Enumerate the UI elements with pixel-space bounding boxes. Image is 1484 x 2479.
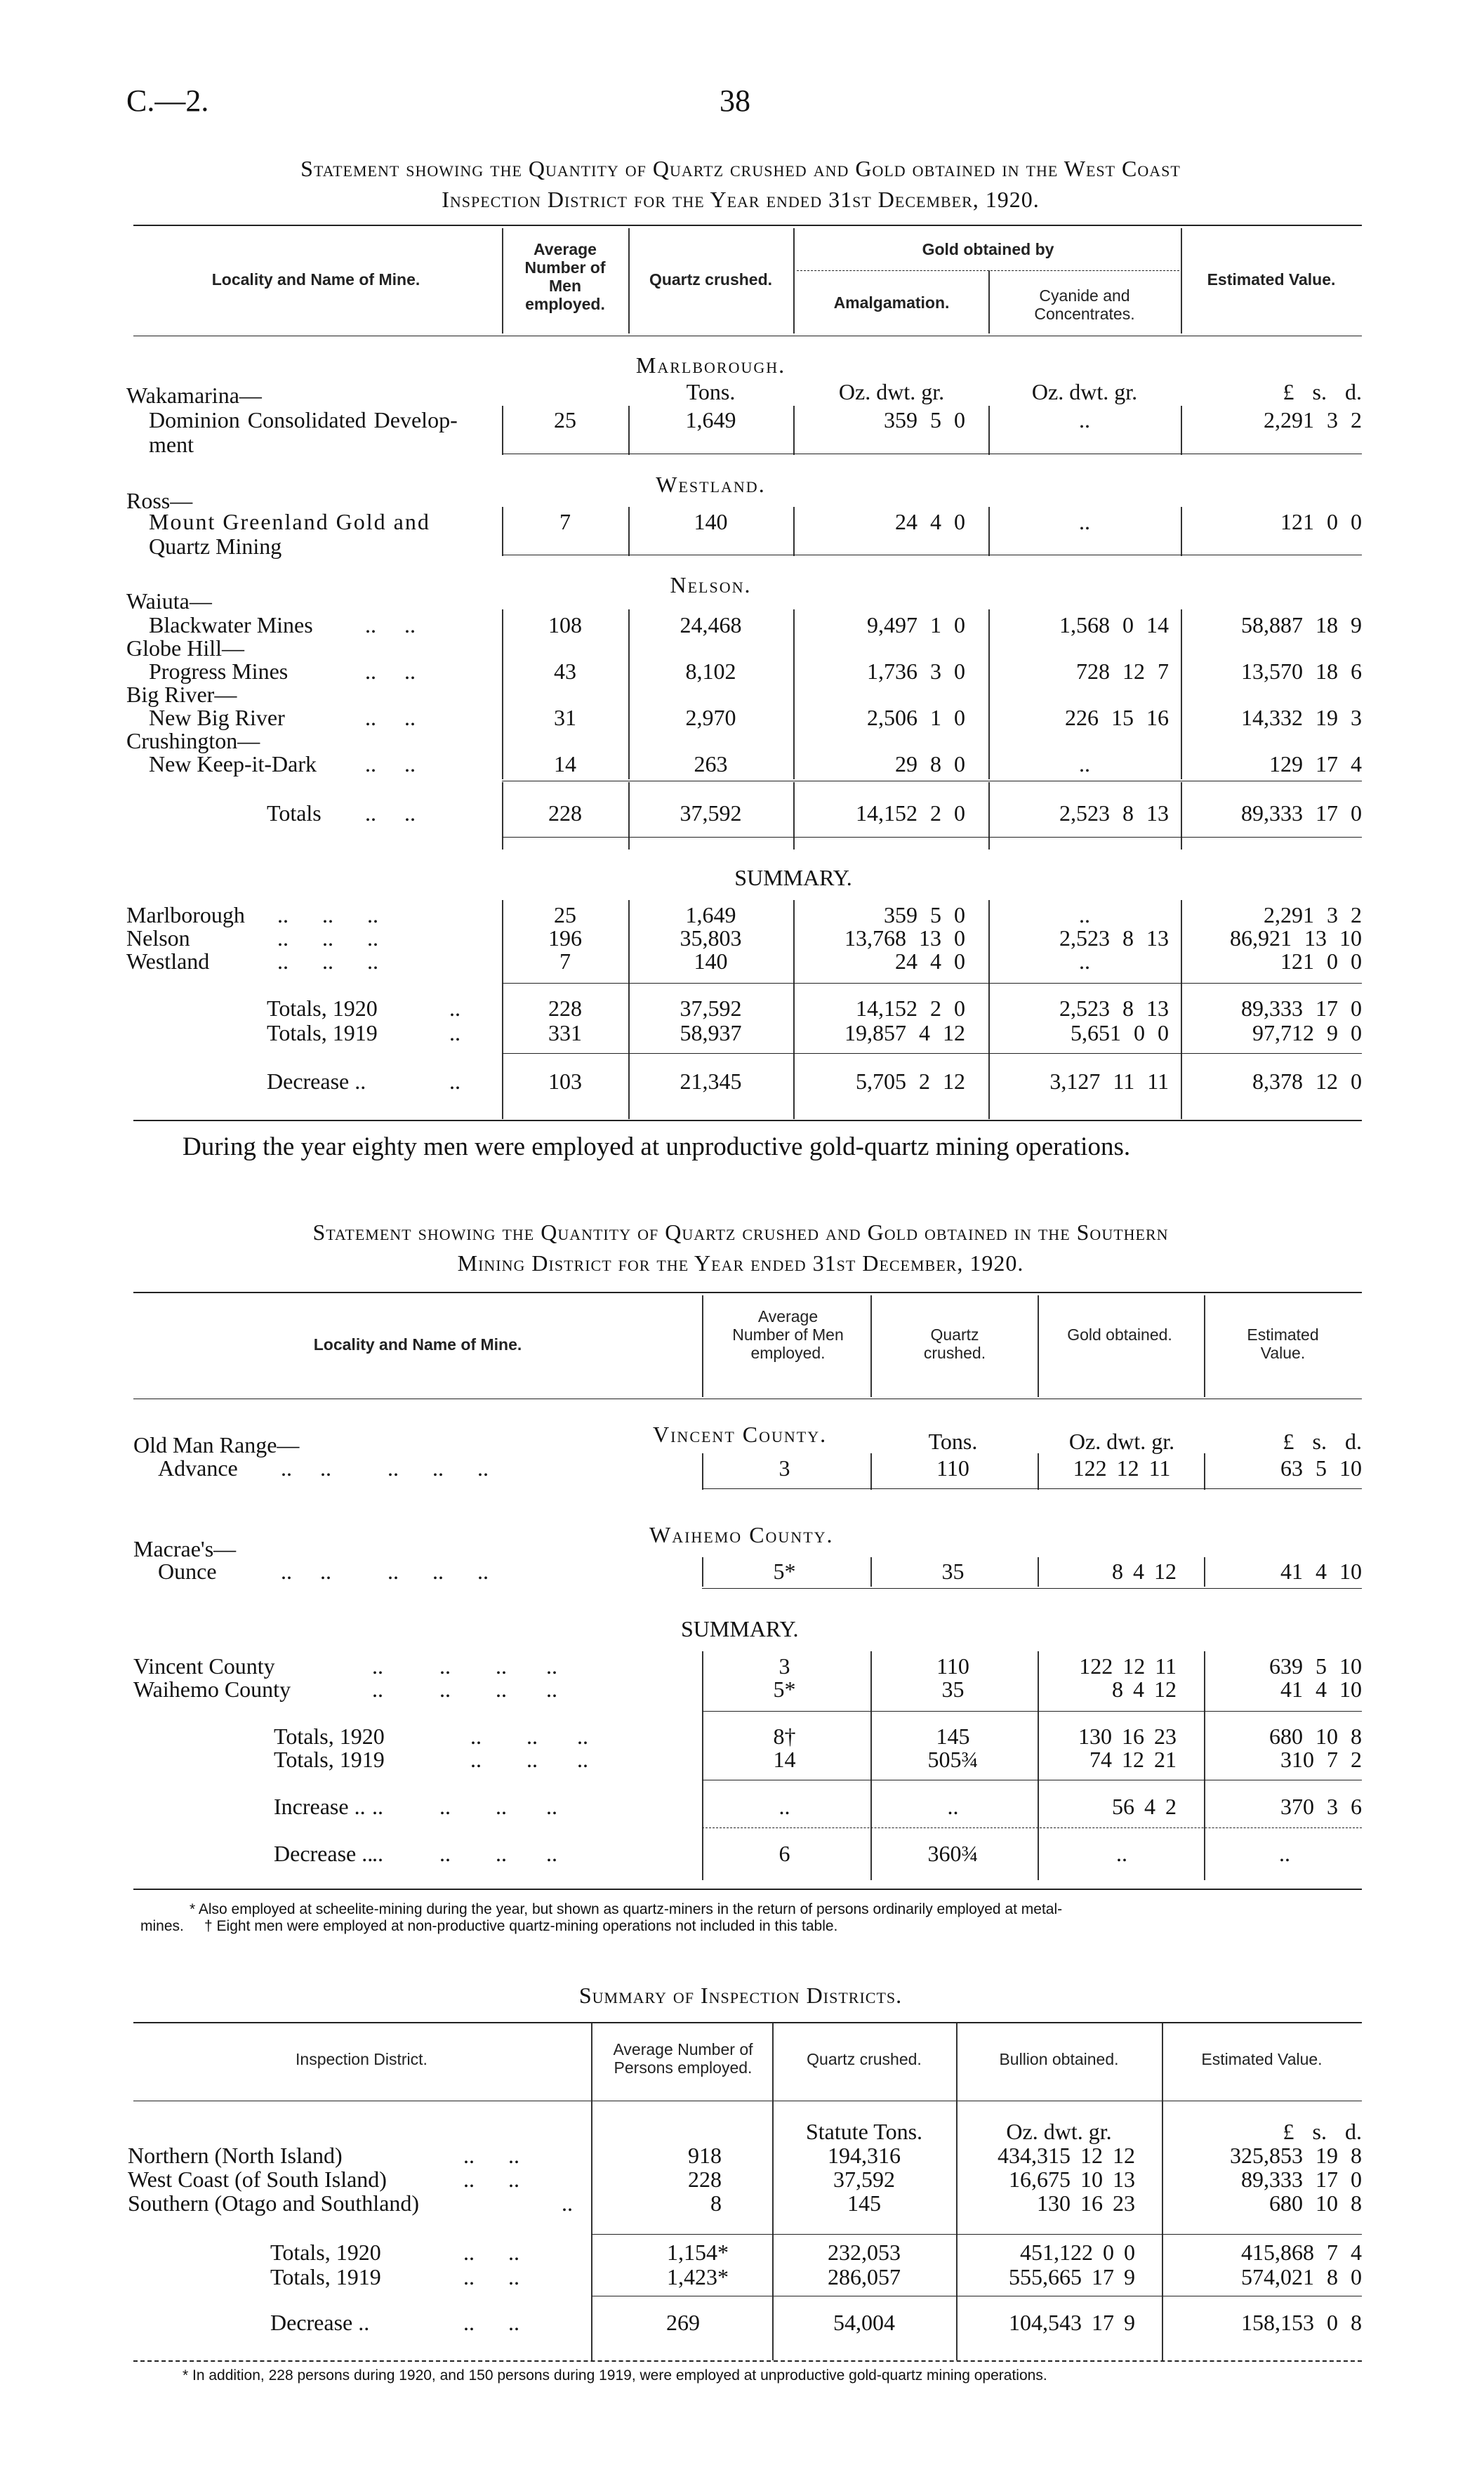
wc-nel-v0 <box>502 609 503 779</box>
so-col-value: Estimated Value. <box>1247 1326 1319 1362</box>
wc-bigriver-cyanide: 226 15 16 <box>1065 705 1169 730</box>
wc-tot-v3 <box>988 782 990 850</box>
so-t1920-leader: .. .. .. <box>470 1724 588 1749</box>
wc-blackwater-name: Blackwater Mines <box>149 612 313 637</box>
wc-decrease-quartz: 21,345 <box>680 1069 742 1094</box>
wc-nel-v4 <box>1181 609 1182 779</box>
so-t1920-gold: 130 16 23 <box>1078 1724 1177 1749</box>
so-section-vincent: Vincent County. <box>653 1422 828 1447</box>
so-increase-name: Increase .. <box>274 1794 366 1819</box>
wc-sum-v0 <box>502 900 503 1119</box>
so-summary-title: SUMMARY. <box>681 1616 799 1641</box>
wc-bigriver-quartz: 2,970 <box>685 705 736 730</box>
wc-keep-leader: .. .. <box>365 751 416 776</box>
di-decrease-quartz: 54,004 <box>833 2310 895 2335</box>
wc-dominion-men: 25 <box>554 407 576 432</box>
so-waihemo-gold: 8 4 12 <box>1112 1677 1177 1702</box>
so-vincent-men: 3 <box>779 1653 790 1679</box>
di-t1920-quartz: 232,053 <box>828 2240 901 2265</box>
so-unit-oz: Oz. dwt. gr. <box>1068 1429 1175 1454</box>
wc-unit-value: £ s. d. <box>1283 379 1362 404</box>
so-unit-value: £ s. d. <box>1283 1429 1362 1454</box>
wc-bigriver-label: Big River— <box>126 682 237 707</box>
wc-col-divider-4 <box>988 270 990 333</box>
so-adv-rule <box>702 1488 1362 1489</box>
wc-keep-quartz: 263 <box>694 751 728 776</box>
so-ounce-gold: 8 4 12 <box>1112 1559 1177 1584</box>
di-t1919-persons: 1,423* <box>667 2264 729 2289</box>
so-vincent-leader: .. .. .. .. <box>372 1653 557 1679</box>
wc-totals-cyanide: 2,523 8 13 <box>1059 800 1169 826</box>
di-col-persons: Average Number of Persons employed. <box>613 2040 753 2077</box>
so-col-divider-2 <box>870 1295 872 1397</box>
di-westcoast-bullion: 16,675 10 13 <box>1009 2167 1135 2192</box>
di-decrease-value: 158,153 0 8 <box>1241 2310 1362 2335</box>
so-t1919-men: 14 <box>773 1747 796 1772</box>
so-oun-v3 <box>1038 1557 1039 1587</box>
wc-sum-nelson-name: Nelson <box>126 925 190 951</box>
wc-sum-nelson-amalg: 13,768 13 0 <box>844 925 965 951</box>
wc-progress-value: 13,570 18 6 <box>1241 659 1362 684</box>
wc-dom-v3 <box>988 406 990 455</box>
wc-col-amalgamation: Amalgamation. <box>833 293 950 312</box>
west-coast-caption-line-1: Statement showing the Quantity of Quartz crushed and Gold obtained in the West Coast <box>300 156 1181 181</box>
wc-progress-leader: .. .. <box>365 659 416 684</box>
wc-sum-marl-leader: .. .. .. <box>277 902 378 927</box>
wc-sum-marl-value: 2,291 3 2 <box>1264 902 1362 927</box>
wc-nel-v3 <box>988 609 990 779</box>
di-westcoast-persons: 228 <box>688 2167 722 2192</box>
wc-col-divider-3 <box>793 228 795 333</box>
wc-blackwater-value: 58,887 18 9 <box>1241 612 1362 637</box>
so-sum-rule-3 <box>702 1827 1362 1828</box>
di-low-v1 <box>591 2262 592 2360</box>
wc-sum-west-name: Westland <box>126 948 210 974</box>
so-col-gold: Gold obtained. <box>1067 1326 1172 1344</box>
wc-keep-cyanide: .. <box>1079 751 1090 776</box>
wc-sum-west-amalg: 24 4 0 <box>895 948 965 974</box>
so-t1919-quartz: 505¾ <box>927 1747 979 1772</box>
di-unit-tons: Statute Tons. <box>805 2119 923 2144</box>
wc-bottom-rule <box>133 1120 1362 1121</box>
so-t1920-quartz: 145 <box>936 1724 970 1749</box>
so-ounce-men: 5* <box>773 1559 796 1584</box>
di-southern-quartz: 145 <box>847 2190 881 2216</box>
so-col-locality: Locality and Name of Mine. <box>313 1335 522 1354</box>
so-col-quartz: Quartz crushed. <box>923 1326 986 1362</box>
wc-dom-v0 <box>502 406 503 455</box>
wc-progress-men: 43 <box>554 659 576 684</box>
wc-t1920-name: Totals, 1920 <box>267 996 378 1021</box>
page-number: 38 <box>720 84 750 118</box>
wc-sum-v1 <box>628 900 630 1119</box>
wc-t1919-cyanide: 5,651 0 0 <box>1071 1020 1169 1045</box>
wc-decrease-amalg: 5,705 2 12 <box>856 1069 965 1094</box>
so-ounce-value: 41 4 10 <box>1280 1559 1362 1584</box>
di-decrease-leader: .. .. <box>463 2310 519 2335</box>
wc-progress-quartz: 8,102 <box>685 659 736 684</box>
so-oldman-label: Old Man Range— <box>133 1432 300 1457</box>
wc-sum-rule-2 <box>502 1053 1362 1054</box>
so-t1919-leader: .. .. .. <box>470 1747 588 1772</box>
wc-tot-v2 <box>793 782 795 850</box>
so-advance-gold: 122 12 11 <box>1073 1455 1171 1481</box>
di-bottom-rule <box>133 2360 1362 2362</box>
wc-unit-amalg: Oz. dwt. gr. <box>838 379 945 404</box>
wc-t1919-value: 97,712 9 0 <box>1252 1020 1362 1045</box>
so-advance-quartz: 110 <box>936 1455 969 1481</box>
so-increase-gold: 56 4 2 <box>1112 1794 1177 1819</box>
di-col-value: Estimated Value. <box>1201 2050 1323 2068</box>
wc-t1919-leader: .. <box>449 1020 461 1045</box>
southern-caption-line-1: Statement showing the Quantity of Quartz crushed and Gold obtained in the Southern <box>312 1219 1169 1245</box>
wc-t1920-leader: .. <box>449 996 461 1021</box>
so-advance-leader: .. .. .. .. .. <box>281 1455 489 1481</box>
so-t1920-value: 680 10 8 <box>1269 1724 1362 1749</box>
wc-nel-v2 <box>793 609 795 779</box>
so-decrease-men: 6 <box>779 1841 790 1866</box>
wc-t1920-quartz: 37,592 <box>680 996 742 1021</box>
di-northern-leader: .. .. <box>463 2143 519 2168</box>
di-t1919-bullion: 555,665 17 9 <box>1009 2264 1135 2289</box>
wc-blackwater-cyanide: 1,568 0 14 <box>1059 612 1169 637</box>
di-t1920-bullion: 451,122 0 0 <box>1020 2240 1135 2265</box>
di-northern-name: Northern (North Island) <box>128 2143 343 2168</box>
wc-blackwater-men: 108 <box>548 612 582 637</box>
wc-totals-amalg: 14,152 2 0 <box>856 800 965 826</box>
so-unit-tons: Tons. <box>928 1429 978 1454</box>
wc-section-marlborough: Marlborough. <box>635 352 786 378</box>
di-col-quartz: Quartz crushed. <box>807 2050 922 2068</box>
wc-sum-nelson-quartz: 35,803 <box>680 925 742 951</box>
so-adv-v3 <box>1038 1453 1039 1490</box>
wc-sum-west-cyanide: .. <box>1079 948 1090 974</box>
wc-wakamarina-label: Wakamarina— <box>126 383 262 408</box>
so-ounce-name: Ounce <box>158 1559 217 1584</box>
wc-t1920-cyanide: 2,523 8 13 <box>1059 996 1169 1021</box>
wc-mt-v2 <box>793 507 795 556</box>
wc-gold-subrule <box>797 270 1179 271</box>
wc-t1920-value: 89,333 17 0 <box>1241 996 1362 1021</box>
wc-section-nelson: Nelson. <box>670 572 752 597</box>
wc-sum-nelson-value: 86,921 13 10 <box>1230 925 1362 951</box>
so-section-waihemo: Waihemo County. <box>649 1522 834 1547</box>
wc-bigriver-men: 31 <box>554 705 576 730</box>
wc-col-gold: Gold obtained by <box>922 240 1054 258</box>
wc-progress-amalg: 1,736 3 0 <box>867 659 965 684</box>
di-t1920-value: 415,868 7 4 <box>1241 2240 1362 2265</box>
so-waihemo-leader: .. .. .. .. <box>372 1677 557 1702</box>
wc-totals-name: Totals <box>267 800 322 826</box>
di-northern-persons: 918 <box>688 2143 722 2168</box>
wc-bigriver-amalg: 2,506 1 0 <box>867 705 965 730</box>
wc-mount-men: 7 <box>559 509 571 534</box>
di-t1919-leader: .. .. <box>463 2264 519 2289</box>
wc-blackwater-amalg: 9,497 1 0 <box>867 612 965 637</box>
wc-mount-quartz: 140 <box>694 509 728 534</box>
wc-col-quartz: Quartz crushed. <box>649 270 773 289</box>
wc-dominion-name-1: Dominion Consolidated Develop- <box>149 407 458 432</box>
so-increase-value: 370 3 6 <box>1280 1794 1362 1819</box>
di-col-district: Inspection District. <box>296 2050 428 2068</box>
so-increase-men: .. <box>779 1794 790 1819</box>
wc-mount-amalg: 24 4 0 <box>895 509 965 534</box>
wc-summary-title: SUMMARY. <box>734 865 852 890</box>
wc-col-locality: Locality and Name of Mine. <box>211 270 420 289</box>
wc-keep-value: 129 17 4 <box>1269 751 1362 776</box>
wc-sum-marl-amalg: 359 5 0 <box>884 902 965 927</box>
wc-sum-west-leader: .. .. .. <box>277 948 378 974</box>
wc-sum-marl-name: Marlborough <box>126 902 245 927</box>
so-col-divider-1 <box>702 1295 703 1397</box>
di-sum-rule-1 <box>591 2234 1362 2235</box>
di-unit-value: £ s. d. <box>1283 2119 1362 2144</box>
wc-waiuta-label: Waiuta— <box>126 588 212 614</box>
wc-bigriver-leader: .. .. <box>365 705 416 730</box>
so-t1920-men: 8† <box>773 1724 796 1749</box>
di-southern-value: 680 10 8 <box>1269 2190 1362 2216</box>
wc-ross-label: Ross— <box>126 488 193 513</box>
wc-decrease-leader: .. <box>449 1069 461 1094</box>
wc-tot-v4 <box>1181 782 1182 850</box>
so-decrease-value: .. <box>1279 1841 1290 1866</box>
so-increase-leader: .. .. .. .. <box>372 1794 557 1819</box>
so-advance-value: 63 5 10 <box>1280 1455 1362 1481</box>
so-footnote-line-2: mines. † Eight men were employed at non-productive quartz-mining operations not included in this table. <box>140 1918 838 1934</box>
wc-top-rule <box>133 225 1362 226</box>
wc-mt-v3 <box>988 507 990 556</box>
di-top-rule <box>133 2022 1362 2023</box>
wc-dominion-quartz: 1,649 <box>685 407 736 432</box>
wc-sum-marl-men: 25 <box>554 902 576 927</box>
wc-dom-v2 <box>793 406 795 455</box>
so-top-rule <box>133 1292 1362 1293</box>
so-decrease-gold: .. <box>1116 1841 1127 1866</box>
wc-dominion-value: 2,291 3 2 <box>1264 407 1362 432</box>
di-t1919-quartz: 286,057 <box>828 2264 901 2289</box>
wc-decrease-cyanide: 3,127 11 11 <box>1049 1069 1169 1094</box>
so-t1920-name: Totals, 1920 <box>274 1724 385 1749</box>
so-vincent-quartz: 110 <box>936 1653 969 1679</box>
di-northern-quartz: 194,316 <box>828 2143 901 2168</box>
wc-sum-west-value: 121 0 0 <box>1280 948 1362 974</box>
di-t1920-name: Totals, 1920 <box>270 2240 381 2265</box>
wc-keep-men: 14 <box>554 751 576 776</box>
wc-dominion-amalg: 359 5 0 <box>884 407 965 432</box>
di-westcoast-value: 89,333 17 0 <box>1241 2167 1362 2192</box>
wc-blackwater-leader: .. .. <box>365 612 416 637</box>
so-vincent-value: 639 5 10 <box>1269 1653 1362 1679</box>
wc-sum-marl-quartz: 1,649 <box>685 902 736 927</box>
wc-sum-nelson-cyanide: 2,523 8 13 <box>1059 925 1169 951</box>
wc-col-men: Average Number of Men employed. <box>524 240 606 313</box>
wc-dominion-cyanide: .. <box>1079 407 1090 432</box>
wc-t1920-men: 228 <box>548 996 582 1021</box>
wc-sum-v4 <box>1181 900 1182 1119</box>
di-westcoast-name: West Coast (of South Island) <box>128 2167 387 2192</box>
so-col-men: Average Number of Men employed. <box>732 1307 844 1362</box>
west-coast-caption-line-2: Inspection District for the Year ended 31st December, 1920. <box>442 187 1040 212</box>
di-footnote: * In addition, 228 persons during 1920, and 150 persons during 1919, were employed at unproductive gold-quartz mining operations. <box>183 2367 1047 2384</box>
so-t1919-value: 310 7 2 <box>1280 1747 1362 1772</box>
wc-progress-name: Progress Mines <box>149 659 289 684</box>
so-footnote-line-1: * Also employed at scheelite-mining during the year, but shown as quartz-miners in the return of persons ordinarily employed at metal- <box>190 1901 1063 1917</box>
southern-caption-line-2: Mining District for the Year ended 31st December, 1920. <box>457 1250 1024 1276</box>
so-decrease-name: Decrease .. <box>274 1841 373 1866</box>
wc-sum-rule-1 <box>502 983 1362 984</box>
so-advance-men: 3 <box>779 1455 790 1481</box>
so-t1919-gold: 74 12 21 <box>1089 1747 1177 1772</box>
so-waihemo-value: 41 4 10 <box>1280 1677 1362 1702</box>
wc-col-cyanide: Cyanide and Concentrates. <box>1034 286 1135 323</box>
wc-mt-v1 <box>628 507 630 556</box>
so-bottom-rule <box>133 1889 1362 1890</box>
wc-sum-west-men: 7 <box>559 948 571 974</box>
wc-decrease-men: 103 <box>548 1069 582 1094</box>
wc-unit-tons: Tons. <box>686 379 736 404</box>
di-decrease-persons: 269 <box>666 2310 700 2335</box>
wc-tot-rule <box>502 837 1362 838</box>
so-adv-v4 <box>1204 1453 1205 1490</box>
wc-mount-name-2: Quartz Mining <box>149 534 282 559</box>
so-increase-quartz: .. <box>947 1794 959 1819</box>
wc-col-value: Estimated Value. <box>1207 270 1336 289</box>
wc-section-westland: Westland. <box>656 472 766 497</box>
di-col-bullion: Bullion obtained. <box>999 2050 1119 2068</box>
so-waihemo-quartz: 35 <box>941 1677 965 1702</box>
wc-sum-nelson-leader: .. .. .. <box>277 925 378 951</box>
so-waihemo-men: 5* <box>773 1677 796 1702</box>
wc-totals-quartz: 37,592 <box>680 800 742 826</box>
wc-sum-marl-cyanide: .. <box>1079 902 1090 927</box>
so-t1919-name: Totals, 1919 <box>274 1747 385 1772</box>
wc-t1919-name: Totals, 1919 <box>267 1020 378 1045</box>
di-northern-value: 325,853 19 8 <box>1230 2143 1362 2168</box>
wc-keep-amalg: 29 8 0 <box>895 751 965 776</box>
so-oun-v4 <box>1204 1557 1205 1587</box>
wc-bigriver-name: New Big River <box>149 705 285 730</box>
so-ounce-quartz: 35 <box>941 1559 965 1584</box>
di-westcoast-leader: .. .. <box>463 2167 519 2192</box>
wc-t1919-amalg: 19,857 4 12 <box>844 1020 965 1045</box>
unproductive-note: During the year eighty men were employed at unproductive gold-quartz mining operations. <box>183 1132 1131 1161</box>
di-southern-name: Southern (Otago and Southland) <box>128 2190 420 2216</box>
so-macrae-label: Macrae's— <box>133 1536 237 1561</box>
wc-mount-cyanide: .. <box>1079 509 1090 534</box>
wc-totals-men: 228 <box>548 800 582 826</box>
wc-mt-v4 <box>1181 507 1182 556</box>
wc-mt-v0 <box>502 507 503 556</box>
di-t1920-leader: .. .. <box>463 2240 519 2265</box>
wc-dom-v1 <box>628 406 630 455</box>
wc-nel-v1 <box>628 609 630 779</box>
wc-mount-name-1: Mount Greenland Gold and <box>149 509 430 534</box>
di-decrease-bullion: 104,543 17 9 <box>1009 2310 1135 2335</box>
wc-sum-v2 <box>793 900 795 1119</box>
wc-t1919-men: 331 <box>548 1020 582 1045</box>
wc-mount-value: 121 0 0 <box>1280 509 1362 534</box>
districts-caption: Summary of Inspection Districts. <box>578 1983 903 2008</box>
so-col-divider-4 <box>1204 1295 1205 1397</box>
so-adv-v1 <box>702 1453 703 1490</box>
wc-tot-v0 <box>502 782 503 850</box>
wc-dominion-name-2: ment <box>149 432 194 457</box>
di-t1920-persons: 1,154* <box>667 2240 729 2265</box>
wc-totals-value: 89,333 17 0 <box>1241 800 1362 826</box>
di-northern-bullion: 434,315 12 12 <box>998 2143 1135 2168</box>
so-oun-v2 <box>870 1557 872 1587</box>
so-col-divider-3 <box>1038 1295 1039 1397</box>
wc-keep-name: New Keep-it-Dark <box>149 751 317 776</box>
wc-sum-west-quartz: 140 <box>694 948 728 974</box>
wc-decrease-value: 8,378 12 0 <box>1252 1069 1362 1094</box>
wc-crushington-label: Crushington— <box>126 728 260 753</box>
wc-t1919-quartz: 58,937 <box>680 1020 742 1045</box>
wc-globe-label: Globe Hill— <box>126 635 244 661</box>
so-vincent-name: Vincent County <box>133 1653 275 1679</box>
so-oun-v1 <box>702 1557 703 1587</box>
di-unit-oz: Oz. dwt. gr. <box>1006 2119 1112 2144</box>
so-sum-rule-1 <box>702 1711 1362 1712</box>
di-decrease-name: Decrease .. <box>270 2310 370 2335</box>
wc-col-divider-1 <box>502 228 503 333</box>
so-vincent-gold: 122 12 11 <box>1079 1653 1177 1679</box>
wc-t1920-amalg: 14,152 2 0 <box>856 996 965 1021</box>
di-westcoast-quartz: 37,592 <box>833 2167 895 2192</box>
di-southern-persons: 8 <box>710 2190 722 2216</box>
wc-decrease-name: Decrease .. <box>267 1069 366 1094</box>
wc-totals-leader: .. .. <box>365 800 416 826</box>
di-southern-leader: .. <box>562 2190 573 2216</box>
so-decrease-quartz: 360¾ <box>927 1841 979 1866</box>
di-southern-bullion: 130 16 23 <box>1037 2190 1135 2216</box>
di-low-v4 <box>1162 2262 1163 2360</box>
wc-tot-v1 <box>628 782 630 850</box>
wc-progress-cyanide: 728 12 7 <box>1076 659 1169 684</box>
di-t1919-value: 574,021 8 0 <box>1241 2264 1362 2289</box>
wc-dom-v4 <box>1181 406 1182 455</box>
wc-unit-cyanide: Oz. dwt. gr. <box>1031 379 1138 404</box>
so-advance-name: Advance <box>158 1455 238 1481</box>
page-reference: C.—2. <box>126 84 209 118</box>
wc-bigriver-value: 14,332 19 3 <box>1241 705 1362 730</box>
so-ounce-leader: .. .. .. .. .. <box>281 1559 489 1584</box>
wc-sum-nelson-men: 196 <box>548 925 582 951</box>
di-col-divider-1 <box>591 2023 592 2262</box>
so-decrease-leader: .. .. .. .. <box>372 1841 557 1866</box>
wc-blackwater-quartz: 24,468 <box>680 612 742 637</box>
so-adv-v2 <box>870 1453 872 1490</box>
so-oun-rule <box>702 1588 1362 1589</box>
di-t1919-name: Totals, 1919 <box>270 2264 381 2289</box>
so-waihemo-name: Waihemo County <box>133 1677 291 1702</box>
